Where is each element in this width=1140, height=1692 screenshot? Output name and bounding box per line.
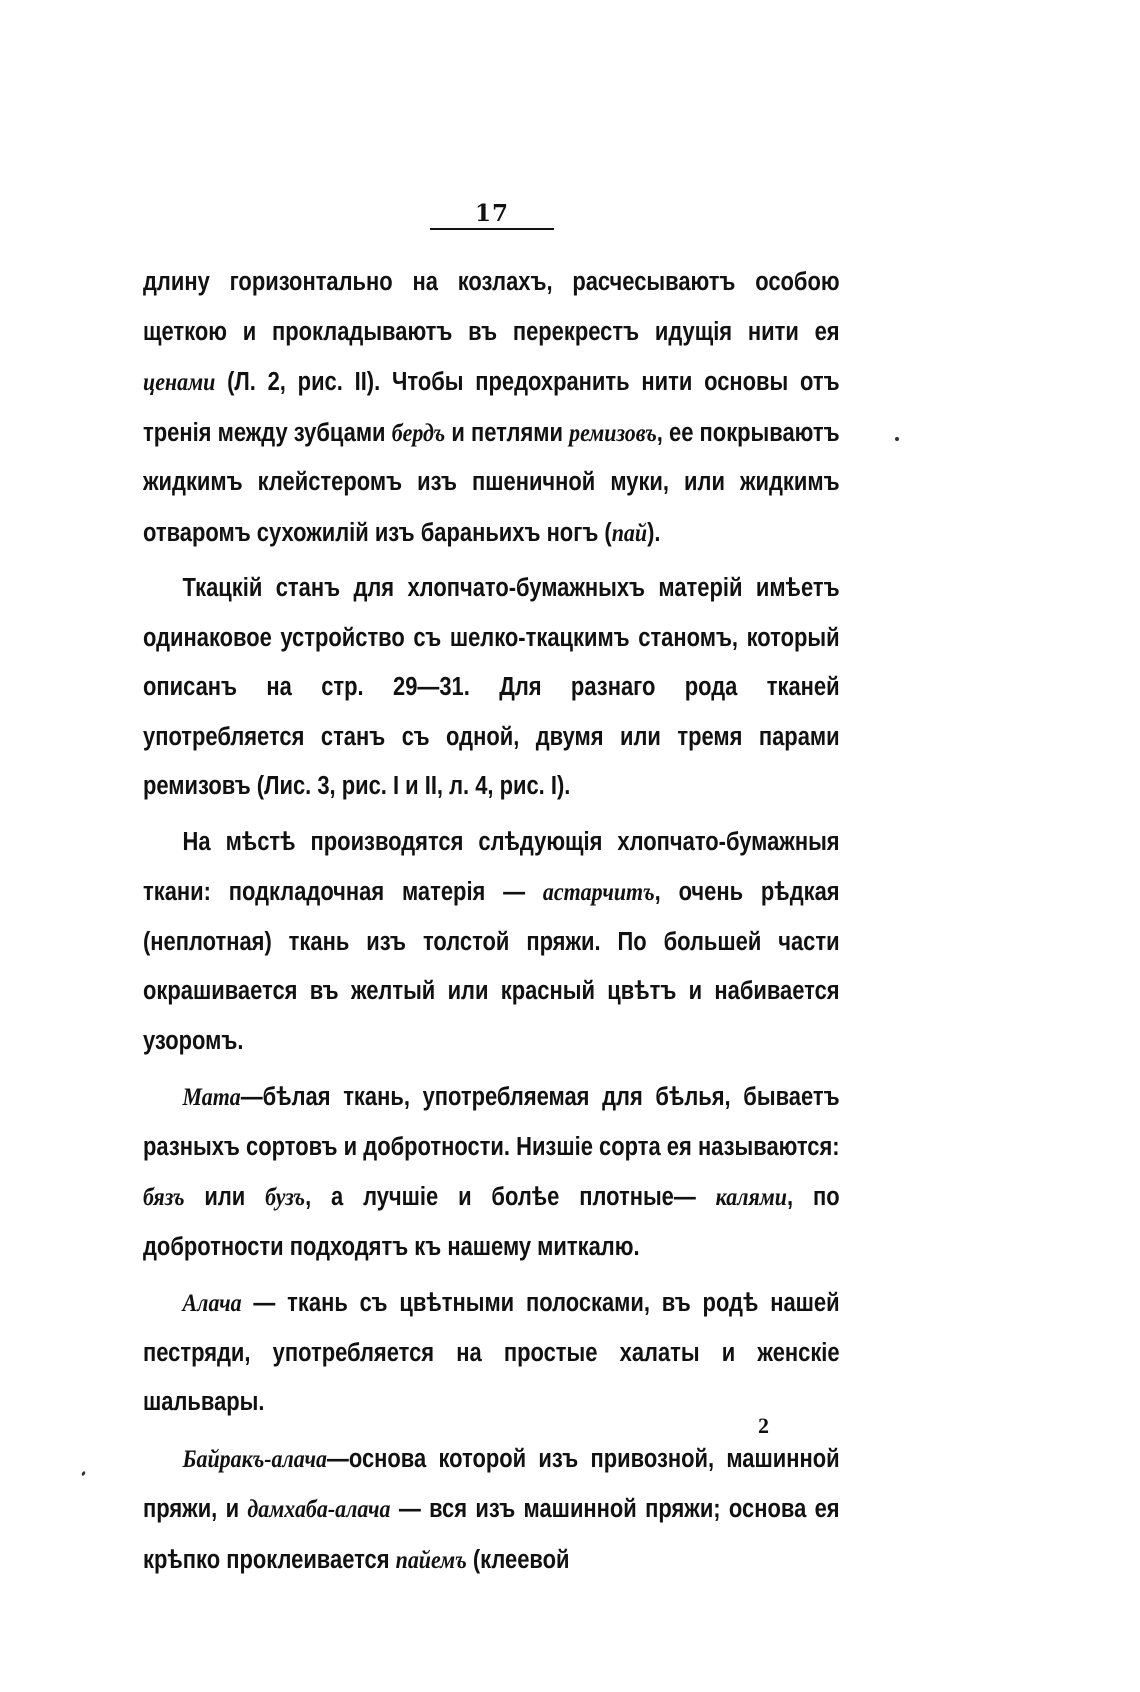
page-number-rule xyxy=(430,228,554,230)
text-run: длину горизонтально на козлахъ, расчесываютъ особою щеткою и прокладываютъ въ перекрестъ идущія нити ея xyxy=(143,268,840,346)
text-run: — вся изъ машинной пряжи; основа ея крѣпко проклеивается xyxy=(143,1495,840,1574)
body-text xyxy=(143,258,840,1591)
text-run: Ткацкій станъ для хлопчато-бумажныхъ матерій имѣетъ одинаковое устройство съ шелко-ткацкимъ станомъ, который описанъ на стр. 29—31. Для разнаго рода тканей употребляется станъ съ одной, двумя или тремя парами ремизовъ (Лис. 3, рис. I и II, л. 4, рис. I). xyxy=(143,574,840,800)
text-run: , очень рѣдкая (неплотная) ткань изъ толстой пряжи. По большей части окрашивается въ желтый или красный цвѣтъ и набивается узоромъ. xyxy=(143,878,840,1055)
italic-term: ценами xyxy=(143,367,216,396)
italic-term: ремизовъ xyxy=(569,417,657,447)
paper-speck xyxy=(81,1471,86,1477)
italic-term: пай xyxy=(611,517,648,547)
text-run: —основа которой изъ привозной, машинной пряжи, и xyxy=(143,1444,840,1523)
italic-term: бязъ xyxy=(143,1182,185,1211)
paragraph xyxy=(143,564,840,812)
text-run: На мѣстѣ производятся слѣдующія хлопчато-бумажныя ткани: подкладочная матерія — xyxy=(143,827,840,906)
paragraph xyxy=(143,1072,840,1272)
text-run: , а лучшіе и болѣе плотные— xyxy=(305,1183,716,1211)
italic-term: калями xyxy=(715,1182,787,1211)
text-run: или xyxy=(184,1183,266,1211)
text-run: — ткань съ цвѣтными полосками, въ родѣ нашей пестряди, употребляется на простые халаты и женскіе шальвары. xyxy=(143,1289,840,1416)
text-run: , по добротности подходятъ къ нашему миткалю. xyxy=(143,1183,840,1261)
italic-term: бузъ xyxy=(265,1182,306,1211)
text-run: —бѣлая ткань, употребляемая для бѣлья, бываетъ разныхъ сортовъ и добротности. Низшіе сорта ея называются: xyxy=(143,1083,840,1161)
italic-term: астарчитъ xyxy=(542,877,655,906)
text-run: (Л. 2, рис. II). Чтобы предохранить нити основы отъ тренія между зубцами xyxy=(143,368,840,447)
text-run: ). xyxy=(647,518,661,547)
page-number: 17 xyxy=(474,200,509,227)
paragraph xyxy=(143,258,840,558)
italic-term: пайемъ xyxy=(395,1544,467,1574)
paragraph xyxy=(143,1434,840,1586)
italic-term: Байракъ-алача xyxy=(182,1443,327,1473)
paper-speck xyxy=(895,437,899,441)
text-run: , ее покрываютъ жидкимъ клейстеромъ изъ пшеничной муки, или жидкимъ отваромъ сухожилій изъ бараньихъ ногъ ( xyxy=(143,418,840,547)
text-run: и петлями xyxy=(445,418,570,447)
paragraph xyxy=(143,1278,840,1428)
paragraph xyxy=(143,818,840,1067)
printer-signature-mark: 2 xyxy=(758,1413,769,1438)
italic-term: Алача xyxy=(182,1288,242,1317)
italic-term: дамхаба-алача xyxy=(247,1494,391,1523)
text-run: (клеевой xyxy=(466,1545,570,1574)
italic-term: бердъ xyxy=(391,417,446,447)
italic-term: Мата xyxy=(182,1082,241,1111)
